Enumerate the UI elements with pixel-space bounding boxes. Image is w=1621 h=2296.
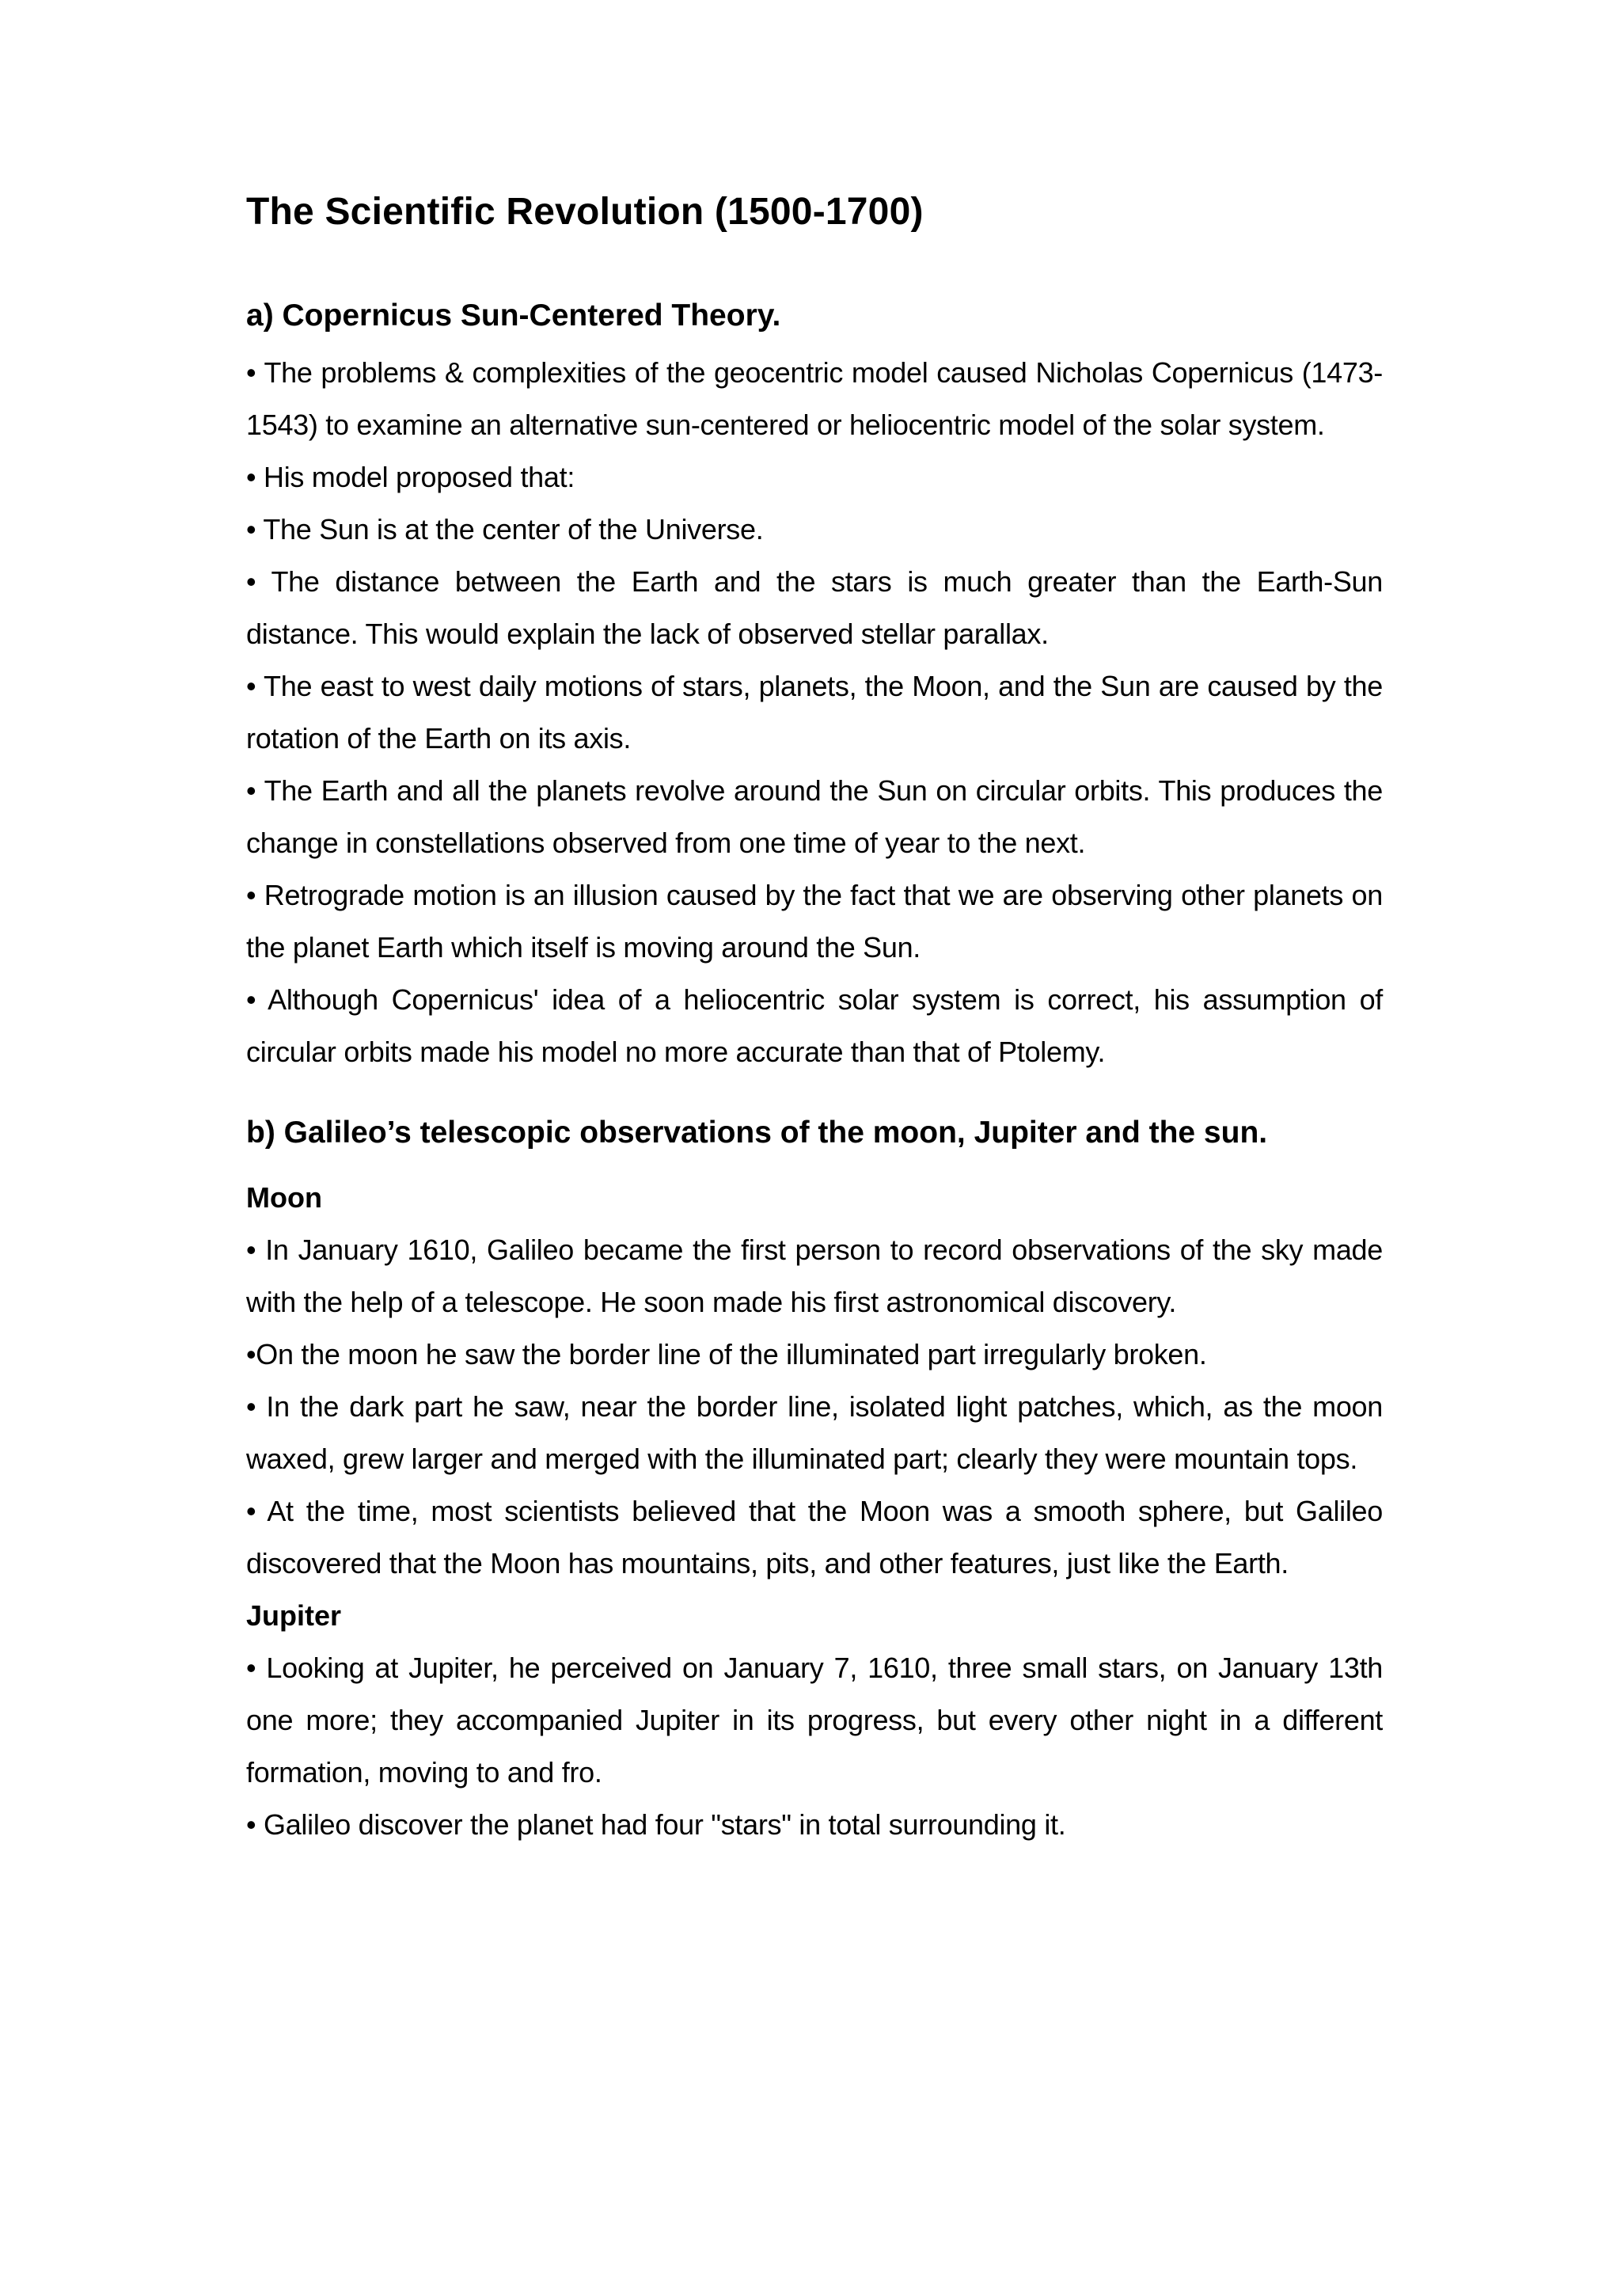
paragraph: • The distance between the Earth and the stars is much greater than the Earth-Sun distance. This would explain the lack of observed stellar parallax.: [246, 565, 1383, 650]
document-page: [246, 188, 1383, 1851]
paragraph: • At the time, most scientists believed that the Moon was a smooth sphere, but Galileo discovered that the Moon has mountains, pits, and other features, just like the Earth.: [246, 1495, 1383, 1579]
paragraph: • The Sun is at the center of the Universe.: [246, 513, 764, 545]
moon-heading: Moon: [246, 1181, 322, 1214]
section-a-body: [246, 347, 1383, 1078]
page-title: The Scientific Revolution (1500-1700): [246, 191, 924, 233]
jupiter-body: [246, 1642, 1383, 1851]
paragraph: • In the dark part he saw, near the border line, isolated light patches, which, as the moon waxed, grew larger and merged with the illuminated part; clearly they were mountain tops.: [246, 1390, 1383, 1475]
paragraph: • The east to west daily motions of stars, planets, the Moon, and the Sun are caused by the rotation of the Earth on its axis.: [246, 670, 1383, 755]
section-b-heading: b) Galileo’s telescopic observations of the moon, Jupiter and the sun.: [246, 1116, 1268, 1150]
paragraph: • Looking at Jupiter, he perceived on January 7, 1610, three small stars, on January 13th one more; they accompanied Jupiter in its progress, but every other night in a different formation, moving to and fro.: [246, 1652, 1383, 1789]
paragraph: • Galileo discover the planet had four "stars" in total surrounding it.: [246, 1808, 1066, 1841]
paragraph: • His model proposed that:: [246, 461, 575, 493]
moon-body: [246, 1224, 1383, 1590]
jupiter-heading: Jupiter: [246, 1599, 342, 1632]
paragraph: • Although Copernicus' idea of a heliocentric solar system is correct, his assumption of circular orbits made his model no more accurate than that of Ptolemy.: [246, 983, 1383, 1068]
paragraph: •On the moon he saw the border line of the illuminated part irregularly broken.: [246, 1338, 1207, 1370]
paragraph: • The problems & complexities of the geocentric model caused Nicholas Copernicus (1473-1543) to examine an alternative sun-centered or heliocentric model of the solar system.: [246, 356, 1383, 441]
section-a-heading: a) Copernicus Sun-Centered Theory.: [246, 298, 781, 333]
paragraph: • Retrograde motion is an illusion caused by the fact that we are observing other planets on the planet Earth which itself is moving around the Sun.: [246, 879, 1383, 964]
paragraph: • In January 1610, Galileo became the first person to record observations of the sky made with the help of a telescope. He soon made his first astronomical discovery.: [246, 1234, 1383, 1318]
paragraph: • The Earth and all the planets revolve around the Sun on circular orbits. This produces the change in constellations observed from one time of year to the next.: [246, 774, 1383, 859]
